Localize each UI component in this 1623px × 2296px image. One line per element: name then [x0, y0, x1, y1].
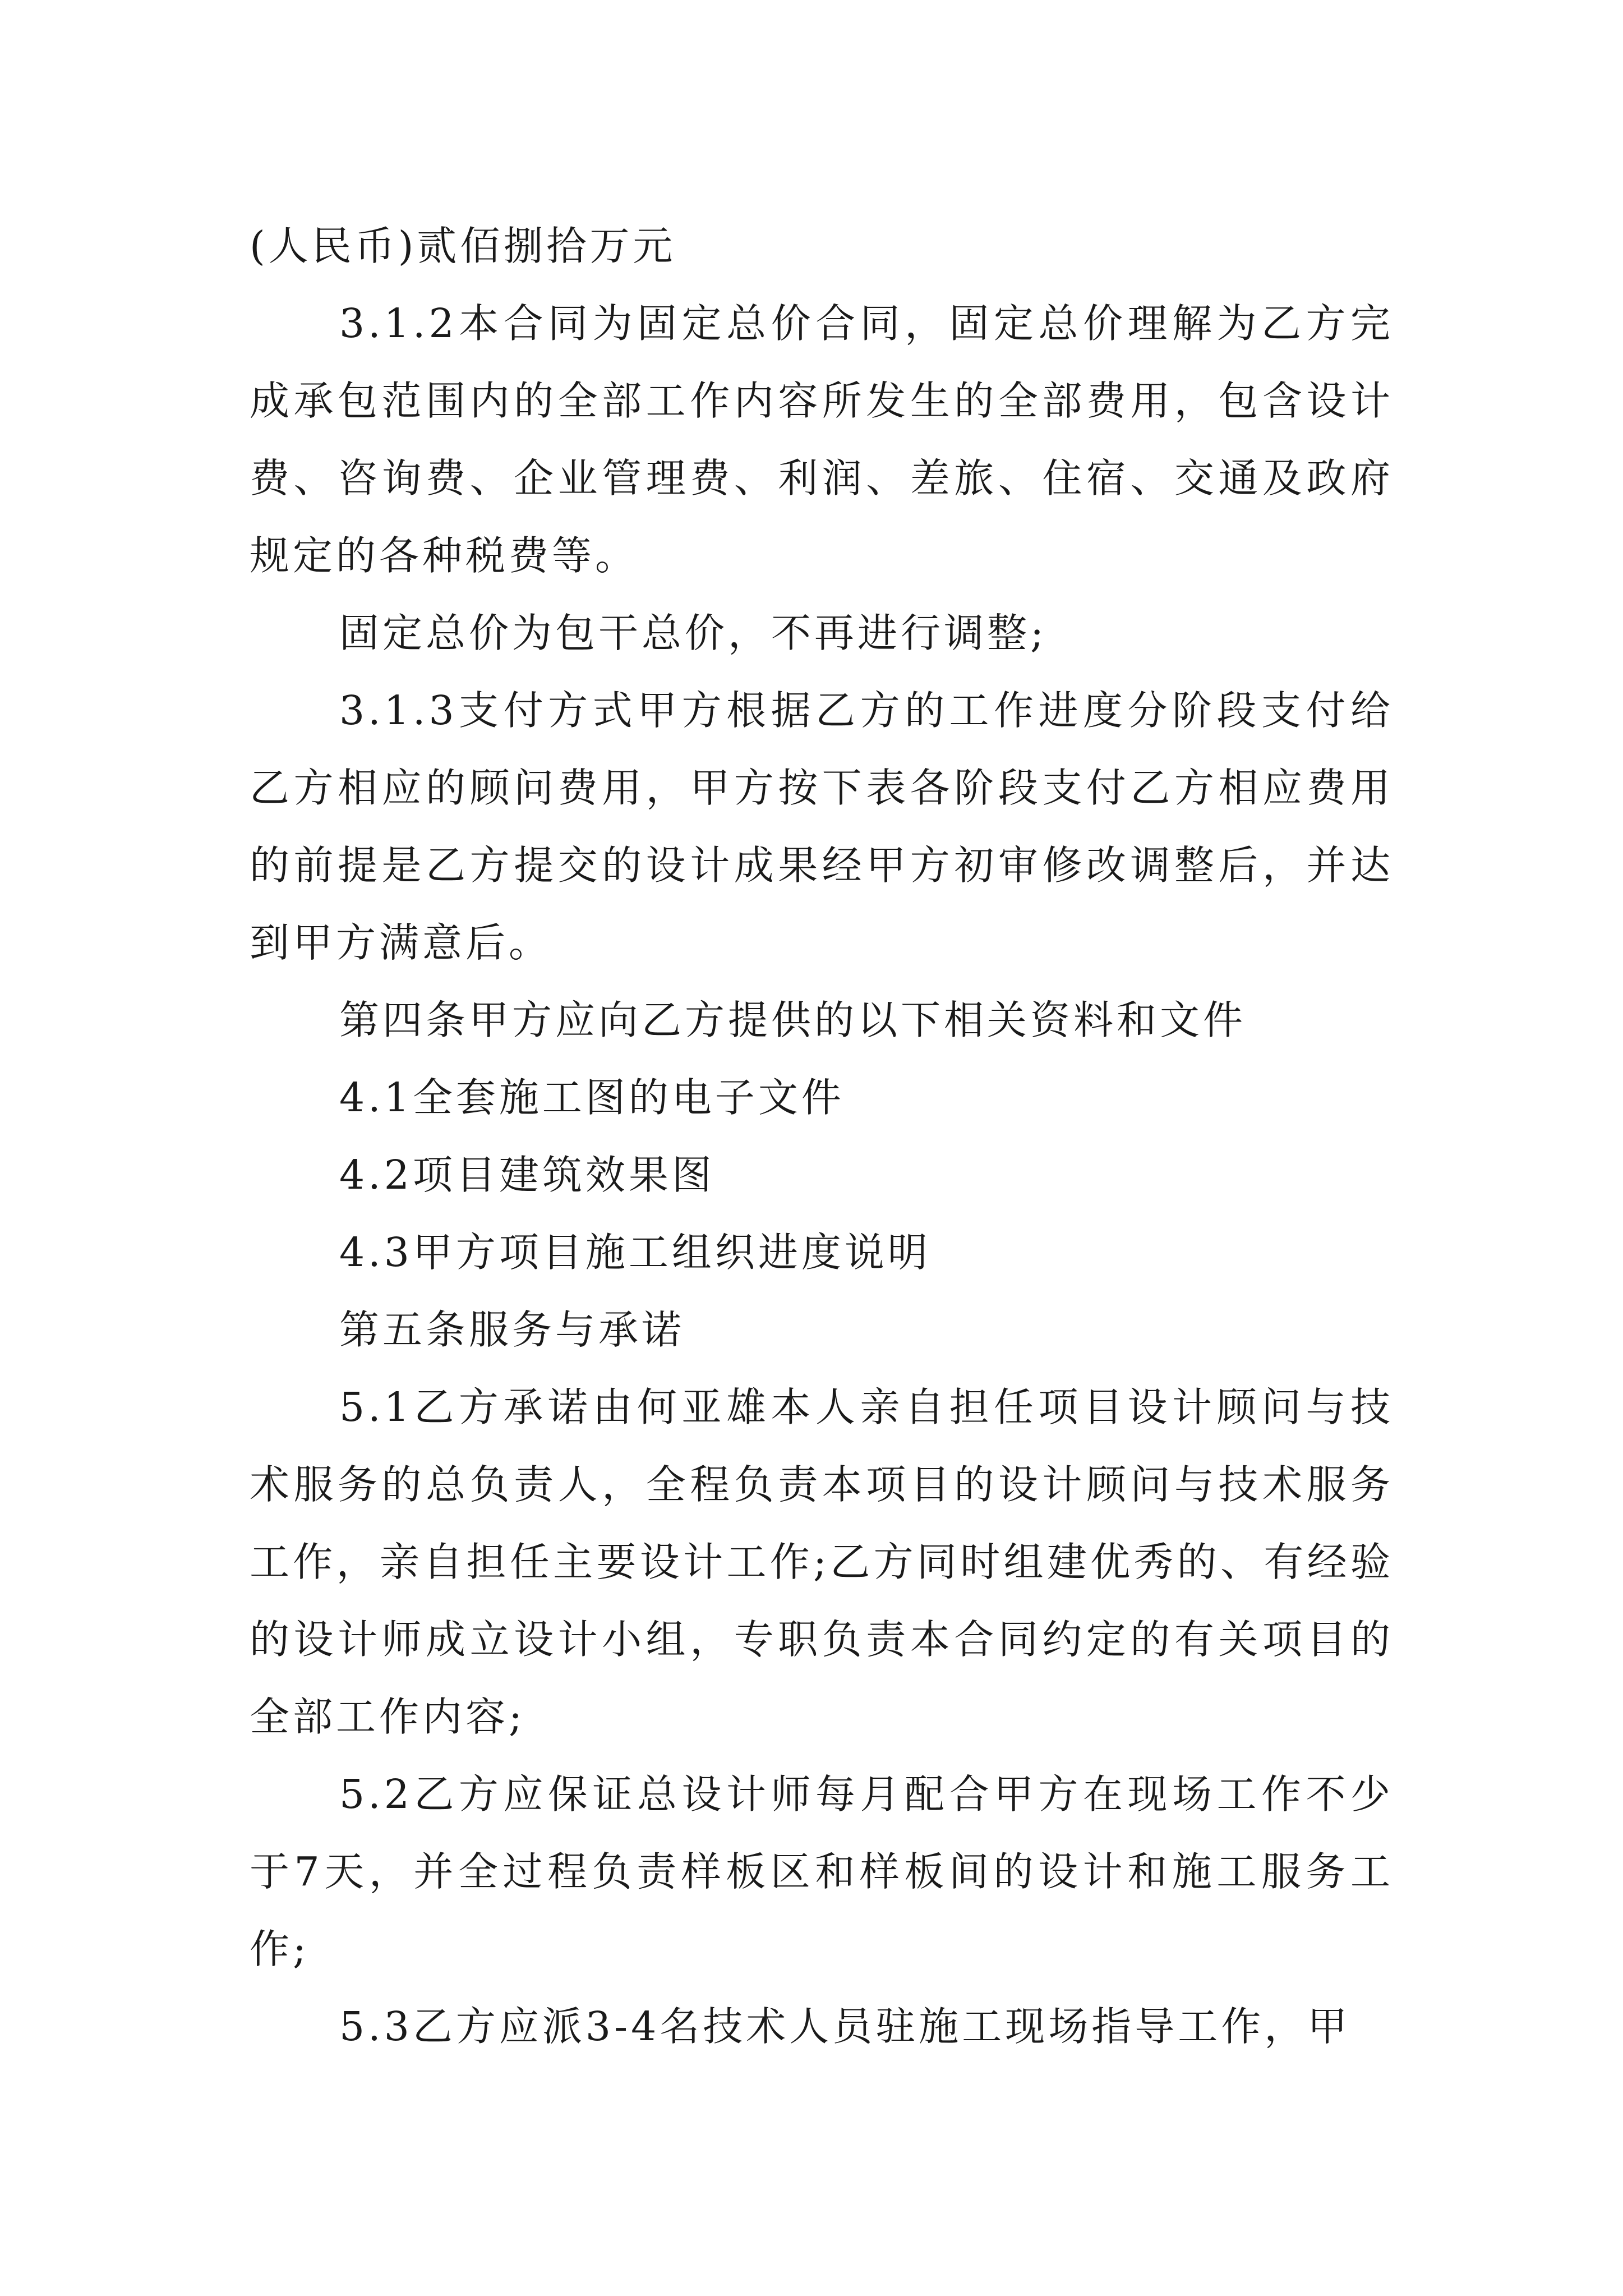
paragraph-4-3: 4.3甲方项目施工组织进度说明 — [339, 1229, 931, 1276]
document-body — [250, 208, 1394, 2065]
paragraph-5-1: 5.1乙方承诺由何亚雄本人亲自担任项目设计顾问与技术服务的总负责人，全程负责本项目的设计顾问与技术服务工作，亲自担任主要设计工作;乙方同时组建优秀的、有经验的设计师成立设计小组，专职负责本合同约定的有关项目的全部工作内容; — [250, 1384, 1394, 1740]
paragraph-5-2: 5.2乙方应保证总设计师每月配合甲方在现场工作不少于7天，并全过程负责样板区和样板间的设计和施工服务工作; — [250, 1771, 1394, 1972]
paragraph-3-1-3: 3.1.3支付方式甲方根据乙方的工作进度分阶段支付给乙方相应的顾问费用，甲方按下表各阶段支付乙方相应费用的前提是乙方提交的设计成果经甲方初审修改调整后，并达到甲方满意后。 — [250, 687, 1394, 966]
section-heading-article-4: 第四条甲方应向乙方提供的以下相关资料和文件 — [339, 997, 1247, 1043]
paragraph-4-2: 4.2项目建筑效果图 — [339, 1152, 715, 1198]
paragraph-4-1: 4.1全套施工图的电子文件 — [339, 1074, 845, 1121]
paragraph-3-1-2: 3.1.2本合同为固定总价合同，固定总价理解为乙方完成承包范围内的全部工作内容所发生的全部费用，包含设计费、咨询费、企业管理费、利润、差旅、住宿、交通及政府规定的各种税费等。 — [250, 300, 1394, 579]
section-heading-article-5: 第五条服务与承诺 — [339, 1306, 685, 1353]
paragraph-amount: (人民币)贰佰捌拾万元 — [250, 223, 676, 269]
paragraph-5-3: 5.3乙方应派3-4名技术人员驻施工现场指导工作，甲 — [339, 2003, 1351, 2050]
paragraph-fixed-price: 固定总价为包干总价，不再进行调整; — [339, 610, 1047, 656]
